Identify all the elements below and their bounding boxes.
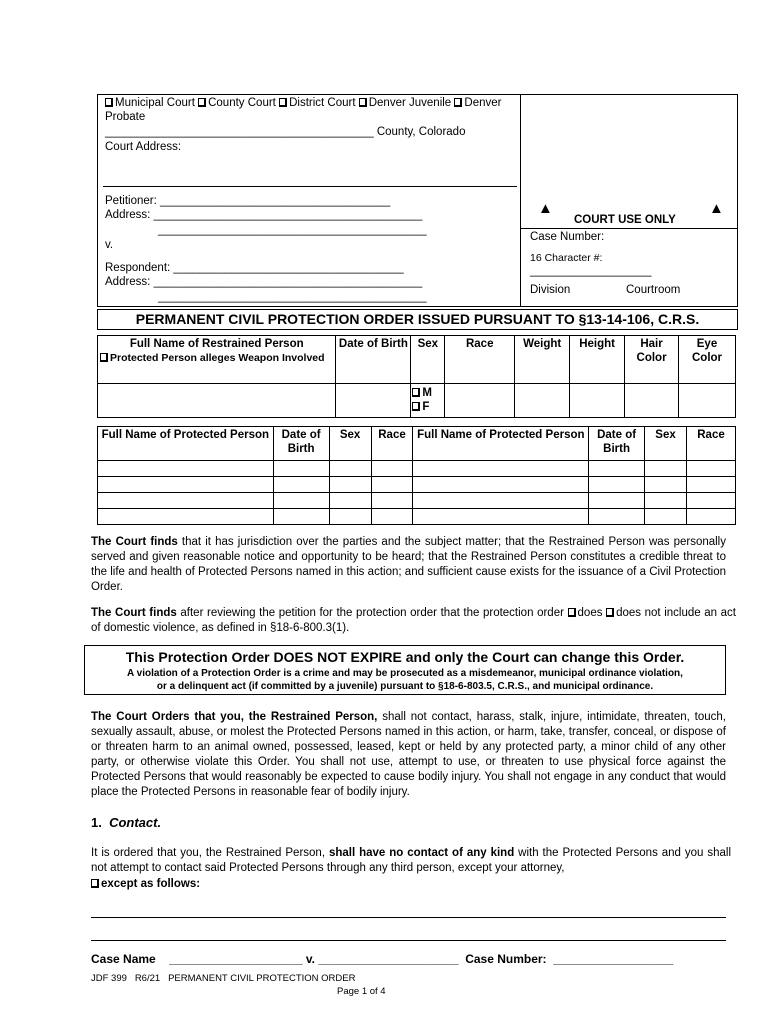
table-cell[interactable]	[98, 509, 274, 525]
hair-color-header: Hair Color	[625, 336, 679, 384]
table-cell[interactable]	[687, 477, 736, 493]
courtroom-label: Courtroom	[626, 284, 681, 296]
expiration-notice-box	[84, 645, 726, 695]
eye-color-header: Eye Color	[679, 336, 736, 384]
notice-line-2: or a delinquent act (if committed by a juvenile) pursuant to §18-6-803.5, C.R.S., and municipal ordinance.	[156, 681, 654, 692]
table-cell[interactable]	[589, 493, 645, 509]
height-header: Height	[570, 336, 625, 384]
denver-juvenile-option[interactable]: Denver Juvenile	[359, 97, 451, 109]
does-not-option[interactable]: does not	[606, 607, 661, 619]
table-cell[interactable]	[329, 493, 371, 509]
protected-name-header: Full Name of Protected Person	[413, 427, 589, 461]
table-cell[interactable]	[98, 493, 274, 509]
petitioner-blank[interactable]: ____________________________________	[159, 195, 391, 207]
restrained-weight-cell[interactable]	[515, 384, 570, 418]
court-use-only-label: COURT USE ONLY	[574, 214, 676, 226]
restrained-hair-cell[interactable]	[625, 384, 679, 418]
table-cell[interactable]	[645, 477, 687, 493]
checkbox-icon[interactable]	[105, 98, 113, 107]
table-cell[interactable]	[98, 477, 274, 493]
findings-paragraph-1: The Court finds that it has jurisdiction over the parties and the subject matter; that the Restrained Person was personally served and given reasonable notice and opportunity to be heard; that the Restrained Person constitutes a credible threat to the life and health of Protected Persons named in this action; and sufficient cause exists for the issuance of a Civil Protection Order.	[91, 536, 726, 593]
footer-case-name-blank[interactable]: ____________________	[169, 952, 303, 966]
checkbox-icon[interactable]	[279, 98, 287, 107]
court-type-options	[105, 97, 501, 109]
checkbox-icon[interactable]	[454, 98, 462, 107]
court-option-probate: Probate	[105, 111, 146, 123]
checkbox-icon[interactable]	[100, 353, 108, 362]
caption-divider	[520, 94, 521, 307]
table-row	[98, 493, 736, 509]
table-cell[interactable]	[371, 477, 413, 493]
table-cell[interactable]	[371, 461, 413, 477]
footer-v-blank[interactable]: _____________________	[318, 952, 459, 966]
protected-persons-table	[97, 426, 736, 525]
does-option[interactable]: does	[568, 607, 603, 619]
table-cell[interactable]	[98, 461, 274, 477]
except-blank-line-1[interactable]	[91, 917, 726, 918]
checkbox-icon[interactable]	[359, 98, 367, 107]
protected-dob-header: Date of Birth	[589, 427, 645, 461]
division-label: Division	[530, 284, 571, 296]
table-cell[interactable]	[413, 477, 589, 493]
table-cell[interactable]	[645, 493, 687, 509]
protected-sex-header: Sex	[645, 427, 687, 461]
district-court-option[interactable]: District Court	[279, 97, 355, 109]
table-cell[interactable]	[329, 477, 371, 493]
table-cell[interactable]	[273, 461, 329, 477]
notice-heading: This Protection Order DOES NOT EXPIRE and only the Court can change this Order.	[125, 649, 685, 665]
sex-m-option[interactable]: M	[412, 386, 443, 400]
table-cell[interactable]	[413, 493, 589, 509]
notice-line-1: A violation of a Protection Order is a crime and may be prosecuted as a misdemeanor, municipal ordinance violation,	[127, 668, 683, 679]
court-address-label: Court Address:	[105, 141, 182, 153]
respondent-blank[interactable]: ____________________________________	[173, 262, 404, 274]
checkbox-icon[interactable]	[568, 608, 576, 617]
county-blank[interactable]: __________________________________________	[105, 126, 374, 138]
checkbox-icon[interactable]	[412, 388, 420, 397]
respondent-label: Respondent:	[105, 262, 171, 274]
respondent-address-line	[105, 276, 422, 288]
order-title: PERMANENT CIVIL PROTECTION ORDER ISSUED PURSUANT TO §13-14-106, C.R.S.	[97, 309, 738, 330]
caption-right-border	[737, 94, 738, 307]
petitioner-address-blank-2[interactable]: __________________________________________	[158, 224, 427, 236]
restrained-eye-cell[interactable]	[679, 384, 736, 418]
except-as-follows-option[interactable]: except as follows:	[91, 878, 200, 890]
except-blank-line-2[interactable]	[91, 940, 726, 941]
sex-header: Sex	[411, 336, 445, 384]
respondent-address-blank[interactable]: __________________________________________	[153, 276, 423, 288]
findings-paragraph-2: The Court finds after reviewing the petition for the protection order that the protection order does does not include an act of domestic violence, as defined in §18-6-800.3(1).	[91, 607, 736, 634]
race-header: Race	[445, 336, 515, 384]
weapon-involved-option[interactable]: Protected Person alleges Weapon Involved	[100, 351, 333, 365]
checkbox-icon[interactable]	[412, 402, 420, 411]
county-suffix: County, Colorado	[376, 126, 466, 138]
table-cell[interactable]	[273, 493, 329, 509]
caption-bottom-border	[97, 306, 738, 307]
petitioner-label: Petitioner:	[105, 195, 157, 207]
caption-left-border	[97, 94, 98, 307]
protected-sex-header: Sex	[329, 427, 371, 461]
weight-header: Weight	[515, 336, 570, 384]
dob-header: Date of Birth	[336, 336, 411, 384]
municipal-court-option[interactable]: Municipal Court	[105, 97, 195, 109]
caption-separator	[103, 186, 517, 187]
restrained-name-cell[interactable]	[98, 384, 336, 418]
protected-race-header: Race	[371, 427, 413, 461]
table-cell[interactable]	[645, 509, 687, 525]
char16-label: 16 Character #:	[530, 252, 603, 264]
footer-case-line	[91, 952, 673, 966]
table-cell[interactable]	[687, 493, 736, 509]
footer-form-id: JDF 399 R6/21 PERMANENT CIVIL PROTECTION ORDER	[91, 973, 356, 984]
protected-race-header: Race	[687, 427, 736, 461]
table-cell[interactable]	[589, 477, 645, 493]
table-cell[interactable]	[413, 461, 589, 477]
table-row	[98, 477, 736, 493]
restrained-name-header: Full Name of Restrained Person Protected Person alleges Weapon Involved	[98, 336, 336, 384]
contact-title: Contact.	[109, 815, 162, 830]
table-cell[interactable]	[371, 509, 413, 525]
arrow-up-icon: ▲	[709, 200, 724, 217]
table-cell[interactable]	[589, 509, 645, 525]
petitioner-line	[105, 195, 390, 207]
char16-blank[interactable]: ___________________	[530, 265, 652, 277]
table-cell[interactable]	[273, 477, 329, 493]
arrow-up-icon: ▲	[538, 200, 553, 217]
checkbox-icon[interactable]	[91, 879, 99, 888]
table-cell[interactable]	[645, 461, 687, 477]
contact-heading	[91, 815, 161, 830]
table-cell[interactable]	[329, 509, 371, 525]
sex-f-option[interactable]: F	[412, 400, 443, 414]
checkbox-icon[interactable]	[198, 98, 206, 107]
footer-case-number-blank[interactable]: __________________	[553, 952, 674, 966]
footer-case-number-label: Case Number:	[465, 952, 547, 966]
table-cell[interactable]	[329, 461, 371, 477]
petitioner-address-line	[105, 209, 422, 221]
county-court-option[interactable]: County Court	[198, 97, 276, 109]
respondent-line	[105, 262, 404, 274]
contact-paragraph: It is ordered that you, the Restrained Person, shall have no contact of any kind with the Protected Persons and you shall not attempt to contact said Protected Persons through any third person, except your attorney,	[91, 847, 731, 874]
table-cell[interactable]	[273, 509, 329, 525]
table-row	[98, 461, 736, 477]
county-line	[105, 126, 465, 138]
respondent-address-blank-2[interactable]: __________________________________________	[158, 291, 427, 303]
restrained-person-table	[97, 335, 736, 418]
restrained-race-cell[interactable]	[445, 384, 515, 418]
contact-number: 1.	[91, 815, 102, 830]
table-cell[interactable]	[687, 461, 736, 477]
table-row	[98, 509, 736, 525]
restrained-height-cell[interactable]	[570, 384, 625, 418]
table-cell[interactable]	[371, 493, 413, 509]
petitioner-address-blank[interactable]: __________________________________________	[153, 209, 423, 221]
footer-v-label: v.	[305, 952, 316, 966]
denver-probate-option[interactable]: Denver	[454, 97, 501, 109]
protected-name-header: Full Name of Protected Person	[98, 427, 274, 461]
restrained-dob-cell[interactable]	[336, 384, 411, 418]
table-cell[interactable]	[589, 461, 645, 477]
table-cell[interactable]	[413, 509, 589, 525]
versus-label: v.	[105, 239, 114, 251]
checkbox-icon[interactable]	[606, 608, 614, 617]
caption-top-border	[97, 94, 738, 95]
footer-page-number: Page 1 of 4	[337, 986, 386, 997]
court-use-separator	[521, 228, 737, 229]
petitioner-address-label: Address:	[105, 209, 151, 221]
court-orders-paragraph: The Court Orders that you, the Restrained Person, shall not contact, harass, stalk, injure, intimidate, threaten, touch, sexually assault, abuse, or molest the Protected Persons named in this action, or harm, take, transfer, conceal, or dispose of or threaten harm to an animal owned, possessed, leased, kept or held by any protected party, a minor child of any other party, or otherwise violate this Order. You shall not use, attempt to use, or threaten to use physical force against the Protected Persons that would reasonably be expected to cause bodily injury. You shall not engage in any conduct that would place the Protected Persons in reasonable fear of bodily injury.	[91, 711, 726, 798]
footer-case-name-label: Case Name	[91, 952, 156, 966]
table-cell[interactable]	[687, 509, 736, 525]
case-number-label: Case Number:	[530, 231, 605, 243]
respondent-address-label: Address:	[105, 276, 151, 288]
protected-dob-header: Date of Birth	[273, 427, 329, 461]
restrained-sex-cell	[411, 384, 445, 418]
